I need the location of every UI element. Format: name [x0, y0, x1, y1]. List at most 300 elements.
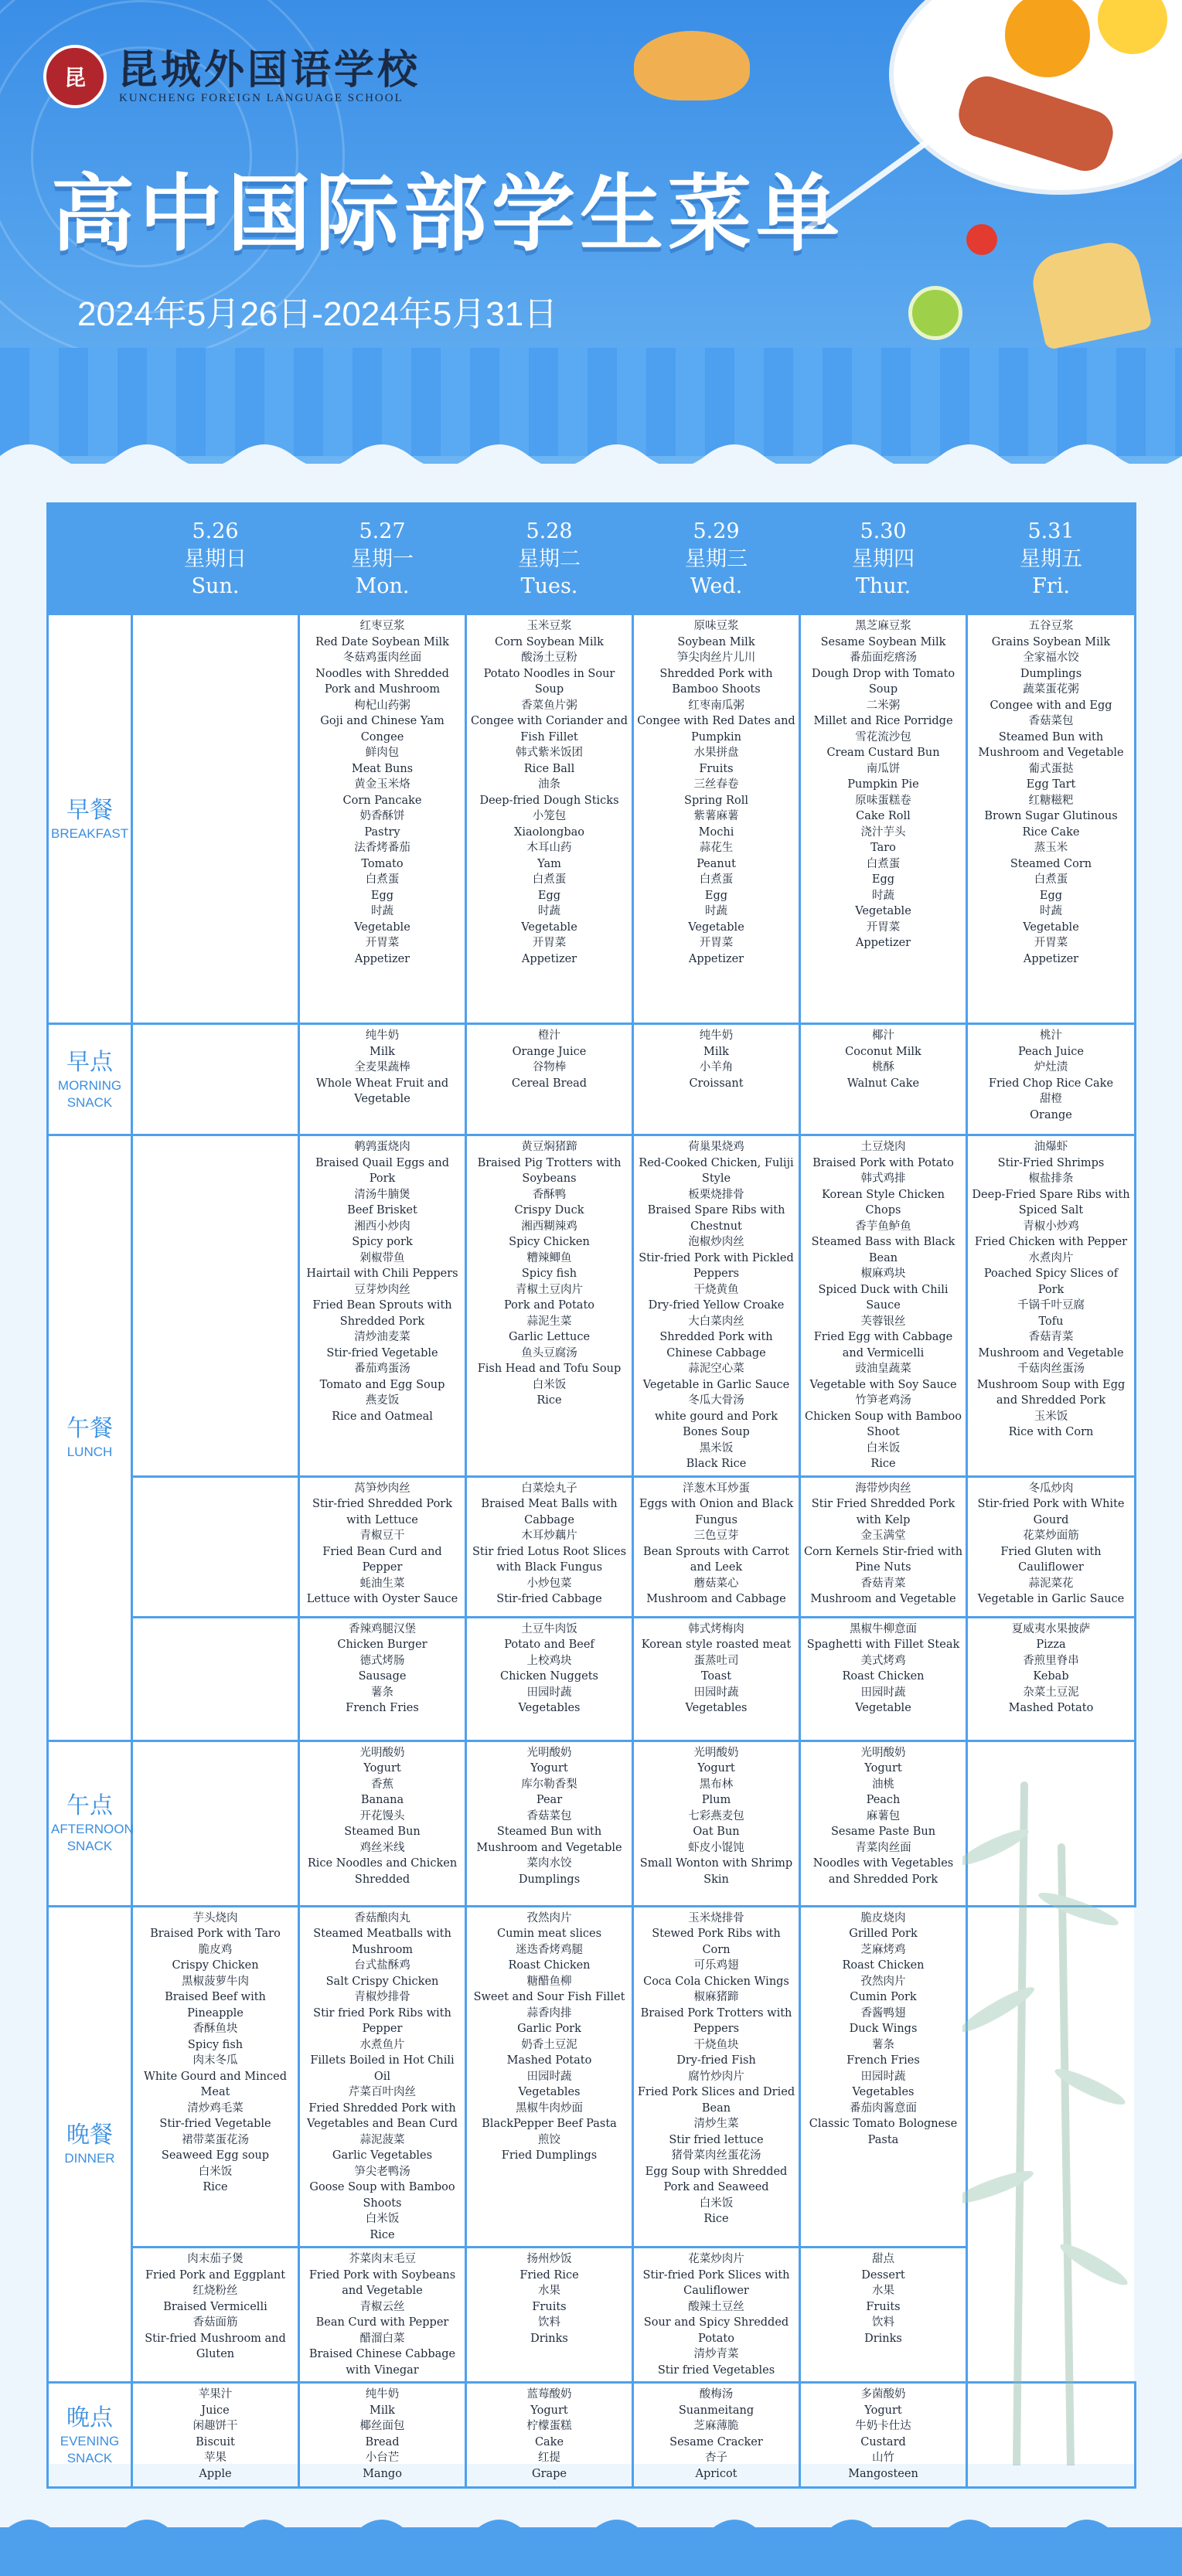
menu-item-text: Appetizer: [688, 952, 744, 965]
menu-item-text: Steamed Bun with Mushroom and Vegetable: [978, 730, 1124, 759]
menu-item-text: Braised Pork with Potato: [812, 1156, 954, 1169]
meal-label-cell: [48, 2383, 132, 2488]
menu-item-text: 奶香土豆泥: [521, 2038, 577, 2051]
menu-item-text: 光明酸奶: [526, 1746, 572, 1759]
menu-item-text: Egg: [1039, 889, 1063, 902]
menu-item-text: Garlic Lettuce: [508, 1331, 591, 1343]
meal-label-en: DINNER: [64, 2151, 115, 2166]
menu-item-text: 红枣南瓜粥: [688, 699, 744, 712]
menu-item-text: Fruits: [699, 762, 734, 775]
menu-item-text: Poached Spicy Slices of Pork: [983, 1268, 1119, 1296]
menu-item-text: Millet and Rice Porridge: [813, 715, 953, 727]
menu-item-text: Mashed Potato: [506, 2054, 592, 2067]
day-header-date: 5.27: [359, 519, 406, 543]
menu-item-text: 蒜花生: [699, 842, 734, 854]
menu-item-text: Yogurt: [530, 1762, 568, 1775]
menu-item-text: 麻薯包: [866, 1809, 901, 1822]
menu-item-text: 肉末茄子煲: [187, 2253, 244, 2265]
menu-item-text: 黑椒牛肉炒面: [516, 2101, 583, 2115]
menu-item-text: 纯牛奶: [365, 1029, 400, 1042]
menu-row-lunch: [48, 1135, 1136, 1477]
menu-cell: [466, 2248, 633, 2383]
menu-cell: [967, 1024, 1136, 1135]
menu-item-text: 豉油皇蔬菜: [855, 1363, 911, 1375]
menu-item-text: Braised Meat Balls with Cabbage: [481, 1498, 618, 1526]
menu-item-text: 湘西糊辣鸡: [521, 1220, 577, 1233]
menu-cell: [633, 1024, 800, 1135]
menu-item-text: Spring Roll: [684, 794, 748, 807]
menu-item-text: Yogurt: [697, 1762, 735, 1775]
menu-item-text: 蔬菜蛋花粥: [1023, 683, 1079, 696]
menu-item-text: Pastry: [364, 825, 400, 839]
menu-item-text: 油条: [538, 778, 560, 791]
menu-item-text: Beef Brisket: [347, 1204, 417, 1217]
menu-item-text: 酸辣土豆丝: [688, 2300, 744, 2313]
menu-item-text: Fried Gluten with Cauliflower: [1000, 1545, 1102, 1574]
menu-cell: [466, 2383, 633, 2488]
table-header-row: [48, 504, 1136, 614]
menu-item-text: Vegetables: [685, 1702, 748, 1714]
bamboo-decoration: [962, 1754, 1133, 2465]
menu-item-text: Rice: [536, 1394, 562, 1407]
menu-item-text: Suanmeitang: [678, 2404, 755, 2417]
menu-item-text: 水煮鱼片: [359, 2038, 405, 2051]
menu-item-text: Egg: [871, 873, 895, 886]
menu-item-text: Noodles with Vegetables and Shredded Pork: [812, 1857, 954, 1886]
menu-cell: [633, 1476, 800, 1617]
menu-item-text: Steamed Bass with Black Bean: [811, 1236, 955, 1264]
menu-item-text: 香菇菜包: [526, 1809, 572, 1822]
menu-cell: [633, 1741, 800, 1906]
menu-cell: [633, 1906, 800, 2248]
menu-item-text: Fried Bean Sprouts with Shredded Pork: [312, 1299, 452, 1328]
menu-cell: [132, 2383, 299, 2488]
menu-item-text: 薯条: [872, 2038, 894, 2051]
menu-cell: [800, 2248, 967, 2383]
menu-item-text: 蒜泥菜花: [1028, 1577, 1074, 1590]
menu-item-text: 蒜香肉排: [526, 2006, 572, 2020]
menu-item-text: Stir Fried Shredded Pork with Kelp: [811, 1498, 955, 1526]
menu-item-text: Chicken Burger: [337, 1638, 427, 1651]
menu-item-text: 玉米豆浆: [526, 620, 572, 632]
menu-item-text: Appetizer: [855, 937, 911, 949]
meal-label-cell: [48, 1024, 132, 1135]
menu-item-text: Egg: [370, 889, 394, 902]
menu-cell: [299, 1476, 466, 1617]
menu-cell: [633, 2248, 800, 2383]
menu-item-text: 芹菜百叶肉丝: [349, 2086, 416, 2098]
menu-item-text: Stewed Pork Ribs with Corn: [652, 1928, 781, 1956]
menu-item-text: 剁椒带鱼: [359, 1251, 405, 1264]
menu-cell: [800, 1024, 967, 1135]
meal-label-cn: 晚餐: [66, 2122, 113, 2149]
meal-label-cn: 早点: [66, 1048, 113, 1076]
menu-item-text: Peach Juice: [1018, 1045, 1084, 1058]
day-header-date: 5.31: [1027, 519, 1075, 543]
menu-item-text: 德式烤肠: [359, 1654, 405, 1667]
menu-item-text: 法香烤番茄: [354, 842, 410, 854]
menu-item-text: Red Date Soybean Milk: [315, 635, 449, 648]
menu-item-text: Stir fried lettuce: [669, 2133, 764, 2146]
menu-item-text: Goose Soup with Bamboo Shoots: [309, 2181, 455, 2210]
menu-item-text: Vegetable: [855, 905, 911, 917]
menu-item-text: Spicy Chicken: [509, 1236, 590, 1248]
menu-item-text: 蒜泥空心菜: [688, 1363, 744, 1375]
meal-label-en: LUNCH: [66, 1445, 113, 1460]
menu-item-text: 上校鸡块: [526, 1654, 572, 1667]
menu-item-text: Mushroom Soup with Egg and Shredded Pork: [976, 1378, 1126, 1407]
menu-item-text: 青椒豆干: [359, 1530, 405, 1542]
menu-item-text: Deep-fried Dough Sticks: [479, 794, 619, 807]
menu-item-text: 枸杞山药粥: [354, 699, 410, 712]
menu-item-text: 清汤牛腩煲: [354, 1188, 410, 1201]
menu-item-text: Walnut Cake: [846, 1077, 920, 1090]
menu-item-text: Roast Chicken: [842, 1670, 925, 1683]
menu-item-text: 香芋鱼鲈鱼: [855, 1220, 911, 1233]
menu-item-text: Spicy fish: [187, 2038, 244, 2051]
menu-item-text: 甜橙: [1040, 1093, 1062, 1105]
menu-item-text: Roast Chicken: [508, 1959, 591, 1972]
menu-item-text: Seaweed Egg soup: [161, 2149, 270, 2162]
menu-item-text: Stir-fried Pork with Pickled Peppers: [639, 1251, 794, 1280]
menu-item-text: Shredded Pork with Bamboo Shoots: [659, 667, 773, 696]
menu-item-text: Garlic Vegetables: [332, 2149, 433, 2162]
menu-cell: [633, 1135, 800, 1477]
menu-item-text: 番茄鸡蛋汤: [354, 1363, 410, 1375]
menu-item-text: Vegetable: [521, 920, 577, 934]
menu-item-text: 土豆烧肉: [860, 1141, 906, 1153]
menu-item-text: 木耳炒藕片: [521, 1530, 577, 1542]
school-name-en: KUNCHENG FOREIGN LANGUAGE SCHOOL: [119, 91, 404, 104]
menu-item-text: Tofu: [1038, 1315, 1064, 1328]
day-header-5.30: [800, 504, 967, 614]
menu-item-text: Oat Bun: [693, 1826, 740, 1838]
menu-item-text: Corn Pancake: [342, 794, 422, 807]
day-header-weekday-en: Fri.: [1032, 574, 1070, 598]
menu-item-text: Yogurt: [530, 2404, 568, 2417]
menu-item-text: Yogurt: [864, 1762, 902, 1775]
menu-cell: [299, 1024, 466, 1135]
menu-item-text: Peach: [866, 1794, 901, 1806]
menu-item-text: French Fries: [846, 2054, 920, 2067]
menu-item-text: 青椒小炒鸡: [1023, 1220, 1079, 1233]
menu-item-text: 糖醋鱼柳: [526, 1975, 572, 1988]
menu-item-text: 南瓜饼: [866, 762, 901, 775]
menu-item-text: Cake: [534, 2435, 564, 2448]
menu-item-text: 白煮蛋: [866, 857, 901, 870]
menu-cell: [132, 1135, 299, 1477]
menu-item-text: Vegetable in Garlic Sauce: [977, 1593, 1125, 1605]
menu-item-text: 谷物棒: [532, 1061, 567, 1074]
menu-item-text: Drinks: [530, 2332, 568, 2345]
menu-item-text: Fried Pork Slices and Dried Bean: [637, 2086, 795, 2115]
meal-label-en: AFTERNOON SNACK: [51, 1822, 134, 1853]
menu-item-text: Sausage: [358, 1670, 407, 1683]
menu-item-text: Pizza: [1036, 1638, 1066, 1651]
menu-item-text: 玉米饭: [1034, 1410, 1068, 1423]
menu-item-text: 纯牛奶: [699, 1029, 734, 1042]
menu-item-text: 黑椒菠萝牛肉: [182, 1975, 249, 1988]
menu-item-text: 雪花流沙包: [855, 730, 911, 744]
menu-item-text: Pumpkin Pie: [847, 778, 919, 791]
menu-item-text: 洋葱木耳炒蛋: [683, 1482, 750, 1495]
menu-item-text: 虾皮小馄饨: [688, 1841, 744, 1854]
menu-item-text: 水果: [872, 2285, 894, 2297]
menu-item-text: 黑椒牛柳意面: [850, 1622, 917, 1635]
menu-item-text: Grilled Pork: [849, 1928, 918, 1940]
menu-item-text: 黄金玉米烙: [354, 778, 410, 791]
menu-item-text: 竹笋老鸡汤: [855, 1394, 911, 1407]
menu-cell: [132, 1476, 299, 1617]
menu-row-morning-snack: [48, 1024, 1136, 1135]
menu-item-text: 橙汁: [538, 1029, 560, 1042]
menu-item-text: 香菜鱼片粥: [521, 699, 577, 712]
menu-item-text: 脆皮鸡: [198, 1943, 233, 1956]
menu-item-text: 原味豆浆: [693, 620, 739, 632]
menu-item-text: Spicy pork: [352, 1236, 413, 1248]
menu-item-text: 白米饭: [532, 1378, 567, 1391]
menu-item-text: Cumin Pork: [850, 1991, 917, 2003]
menu-item-text: Chicken Nuggets: [500, 1670, 598, 1683]
menu-item-text: 椒麻鸡块: [860, 1268, 906, 1280]
menu-item-text: 美式烤鸡: [860, 1654, 906, 1667]
menu-item-text: 时蔬: [538, 905, 560, 917]
menu-item-text: 田园时蔬: [693, 1686, 739, 1699]
menu-item-text: Whole Wheat Fruit and Vegetable: [315, 1077, 449, 1105]
menu-item-text: Potato Noodles in Sour Soup: [483, 667, 615, 696]
menu-item-text: Stir-fried Vegetable: [159, 2118, 271, 2130]
menu-item-text: Rice: [203, 2181, 228, 2193]
menu-item-text: Braised Pig Trotters with Soybeans: [477, 1156, 622, 1185]
day-header-weekday-en: Sun.: [191, 574, 240, 598]
menu-item-text: 番茄面疙瘩汤: [850, 652, 917, 664]
menu-item-text: Fried Chicken with Pepper: [974, 1236, 1128, 1248]
menu-item-text: 蓝莓酸奶: [526, 2388, 572, 2401]
menu-item-text: 开胃菜: [699, 937, 734, 949]
menu-item-text: Deep-Fried Spare Ribs with Spiced Salt: [972, 1188, 1130, 1217]
menu-item-text: Stir-Fried Shrimps: [997, 1156, 1105, 1169]
menu-item-text: 花菜炒面筋: [1023, 1530, 1079, 1542]
menu-item-text: Mochi: [698, 825, 734, 839]
menu-item-text: 红枣豆浆: [359, 620, 405, 632]
meal-label-cn: 早餐: [66, 796, 113, 824]
menu-row-lunch: [48, 1476, 1136, 1617]
menu-item-text: Stir-fried Pork with White Gourd: [977, 1498, 1125, 1526]
menu-item-text: Cereal Bread: [511, 1077, 588, 1090]
day-header-weekday-en: Tues.: [520, 574, 578, 598]
menu-item-text: 田园时蔬: [526, 2070, 572, 2083]
menu-item-text: Braised Spare Ribs with Chestnut: [647, 1204, 785, 1233]
day-header-weekday-cn: 星期三: [685, 547, 748, 571]
meal-label-cn: 午餐: [66, 1415, 113, 1443]
menu-item-text: Brown Sugar Glutinous Rice Cake: [984, 810, 1118, 839]
menu-item-text: Braised Quail Eggs and Pork: [315, 1156, 449, 1185]
date-range: 2024年5月26日-2024年5月31日: [77, 295, 558, 333]
menu-item-text: Grains Soybean Milk: [991, 635, 1111, 648]
menu-item-text: Cream Custard Bun: [826, 747, 940, 759]
menu-item-text: 光明酸奶: [359, 1746, 405, 1759]
menu-item-text: Apricot: [695, 2467, 737, 2480]
menu-item-text: 土豆牛肉饭: [521, 1622, 577, 1635]
menu-item-text: 蘑菇菜心: [693, 1577, 739, 1590]
school-name-cn: 昆城外国语学校: [118, 46, 421, 94]
menu-item-text: 红烧粉丝: [192, 2285, 238, 2297]
day-header-date: 5.29: [693, 519, 740, 543]
menu-item-text: Juice: [201, 2404, 230, 2417]
menu-item-text: 开花馒头: [359, 1809, 405, 1822]
menu-item-text: Vegetable in Garlic Sauce: [642, 1378, 790, 1391]
menu-item-text: 醋溜白菜: [359, 2332, 405, 2345]
menu-item-text: 腐竹炒肉片: [688, 2070, 744, 2083]
menu-item-text: 奶香酥饼: [359, 810, 405, 822]
menu-cell: [800, 2383, 967, 2488]
menu-item-text: Chicken Soup with Bamboo Shoot: [804, 1410, 962, 1438]
menu-item-text: 酸梅汤: [699, 2388, 734, 2401]
menu-item-text: Yogurt: [363, 1762, 401, 1775]
menu-cell: [466, 1617, 633, 1741]
menu-item-text: 蒜泥菠菜: [359, 2133, 405, 2146]
day-header-date: 5.30: [860, 519, 907, 543]
menu-cell: [299, 2248, 466, 2383]
menu-item-text: Fried Pork and Eggplant: [145, 2268, 286, 2282]
menu-item-text: Dough Drop with Tomato Soup: [811, 667, 955, 696]
menu-cell: [967, 1476, 1136, 1617]
menu-item-text: Dumplings: [1020, 667, 1082, 680]
menu-item-text: Steamed Corn: [1010, 857, 1092, 870]
menu-item-text: Plum: [701, 1794, 731, 1806]
menu-item-text: 千菇肉丝蛋汤: [1017, 1363, 1085, 1375]
menu-item-text: 燕麦饭: [365, 1394, 400, 1407]
menu-item-text: Toast: [700, 1670, 732, 1683]
menu-item-text: 冬瓜大骨汤: [688, 1394, 744, 1407]
menu-item-text: 香菇青菜: [1028, 1331, 1074, 1343]
menu-item-text: 芙蓉银丝: [860, 1315, 906, 1328]
menu-item-text: 青菜肉丝面: [855, 1841, 911, 1854]
menu-item-text: 泡椒炒肉丝: [688, 1236, 744, 1248]
menu-cell: [800, 614, 967, 1024]
menu-cell: [967, 614, 1136, 1024]
menu-item-text: 多菌酸奶: [860, 2388, 906, 2401]
menu-cell: [466, 1741, 633, 1906]
menu-item-text: 台式盐酥鸡: [354, 1959, 410, 1972]
menu-cell: [132, 1024, 299, 1135]
menu-item-text: Xiaolongbao: [514, 825, 584, 839]
menu-item-text: Bean Curd with Pepper: [315, 2316, 449, 2329]
day-header-5.31: [967, 504, 1136, 614]
menu-item-text: 时蔬: [705, 905, 727, 917]
menu-item-text: BlackPepper Beef Pasta: [482, 2118, 617, 2130]
menu-item-text: 冬菇鸡蛋肉丝面: [342, 652, 422, 664]
menu-row-lunch: [48, 1617, 1136, 1741]
menu-item-text: Lettuce with Oyster Sauce: [306, 1593, 458, 1605]
menu-item-text: 笋尖老鸭汤: [354, 2165, 410, 2178]
menu-item-text: Tomato and Egg Soup: [319, 1378, 445, 1391]
menu-cell: [466, 1024, 633, 1135]
menu-item-text: Cumin meat slices: [496, 1928, 602, 1940]
menu-item-text: 番茄肉酱意面: [850, 2101, 917, 2115]
school-emblem-icon: 昆: [43, 45, 107, 108]
menu-item-text: 孜然肉片: [526, 1911, 572, 1924]
menu-item-text: Milk: [370, 1045, 395, 1058]
menu-cell: [299, 1135, 466, 1477]
menu-item-text: 饮料: [872, 2316, 894, 2329]
menu-cell: [466, 1135, 633, 1477]
menu-item-text: 板栗烧排骨: [688, 1188, 744, 1201]
menu-item-text: 小笼包: [532, 810, 567, 822]
menu-item-text: 木耳山药: [526, 842, 572, 854]
menu-item-text: 玉米烧排骨: [688, 1911, 744, 1924]
page-title: 高中国际部学生菜单: [51, 166, 845, 263]
menu-item-text: 库尔勒香梨: [521, 1778, 577, 1791]
menu-item-text: Banana: [360, 1794, 404, 1806]
menu-item-text: Biscuit: [196, 2435, 235, 2448]
menu-item-text: 蚝油生菜: [359, 1577, 405, 1590]
menu-item-text: 海带炒肉丝: [855, 1482, 911, 1495]
menu-cell: [299, 1906, 466, 2248]
menu-item-text: Sesame Soybean Milk: [820, 635, 946, 648]
menu-item-text: 二米粥: [866, 699, 901, 712]
menu-item-text: Milk: [370, 2404, 395, 2417]
menu-item-text: Fish Head and Tofu Soup: [477, 1363, 622, 1375]
menu-item-text: 香菇面筋: [192, 2316, 238, 2329]
menu-item-text: 水煮肉片: [1028, 1251, 1074, 1264]
menu-item-text: Duck Wings: [849, 2023, 918, 2035]
menu-item-text: Small Wonton with Shrimp Skin: [639, 1857, 793, 1886]
menu-cell: [800, 1476, 967, 1617]
menu-item-text: 香菇青菜: [860, 1577, 906, 1590]
menu-item-text: 花菜炒肉片: [688, 2253, 744, 2265]
menu-item-text: Appetizer: [1023, 952, 1079, 965]
menu-item-text: 可乐鸡翅: [693, 1959, 739, 1972]
menu-item-text: 五谷豆浆: [1028, 620, 1074, 632]
menu-item-text: Yam: [537, 857, 561, 870]
menu-item-text: Orange Juice: [512, 1045, 587, 1058]
menu-item-text: 桃汁: [1040, 1029, 1062, 1042]
menu-cell: [800, 1617, 967, 1741]
menu-item-text: Fried Rice: [519, 2268, 579, 2282]
menu-item-text: 光明酸奶: [860, 1746, 906, 1759]
menu-item-text: 清炒生菜: [693, 2118, 739, 2130]
day-header-5.26: [132, 504, 299, 614]
menu-item-text: 芝麻薄脆: [693, 2420, 739, 2432]
menu-item-text: Rice Noodles and Chicken Shredded: [307, 1857, 458, 1886]
day-header-5.28: [466, 504, 633, 614]
menu-item-text: 酸汤土豆粉: [521, 652, 577, 664]
menu-item-text: 裙带菜蛋花汤: [182, 2133, 249, 2146]
menu-item-text: 冬瓜炒肉: [1028, 1482, 1074, 1495]
menu-item-text: 孜然肉片: [860, 1975, 906, 1988]
menu-item-text: Potato and Beef: [504, 1638, 594, 1651]
menu-item-text: 鹌鹑蛋烧肉: [354, 1141, 410, 1153]
menu-item-text: Korean Style Chicken Chops: [822, 1188, 945, 1217]
menu-item-text: 七彩燕麦包: [688, 1809, 744, 1822]
menu-item-text: 小台芒: [365, 2452, 400, 2464]
menu-cell: [132, 1617, 299, 1741]
menu-item-text: Braised Pork with Taro: [150, 1928, 281, 1940]
menu-item-text: Vegetable with Soy Sauce: [809, 1378, 957, 1391]
menu-item-text: 椒麻猪蹄: [693, 1991, 739, 2003]
day-header-weekday-cn: 星期二: [518, 547, 581, 571]
menu-item-text: Stir fried Lotus Root Slices with Black Fungus: [472, 1545, 627, 1574]
menu-item-text: Dry-fried Fish: [676, 2054, 756, 2067]
menu-item-text: Cake Roll: [856, 810, 911, 822]
menu-item-text: Stir-fried Shredded Pork with Lettuce: [312, 1498, 453, 1526]
menu-item-text: Congee with and Egg: [990, 699, 1112, 712]
menu-item-text: 猪骨菜肉丝蛋花汤: [671, 2149, 761, 2162]
menu-item-text: 时蔬: [1040, 905, 1062, 917]
menu-item-text: Meat Buns: [351, 762, 414, 775]
menu-item-text: Rice: [370, 2228, 395, 2241]
